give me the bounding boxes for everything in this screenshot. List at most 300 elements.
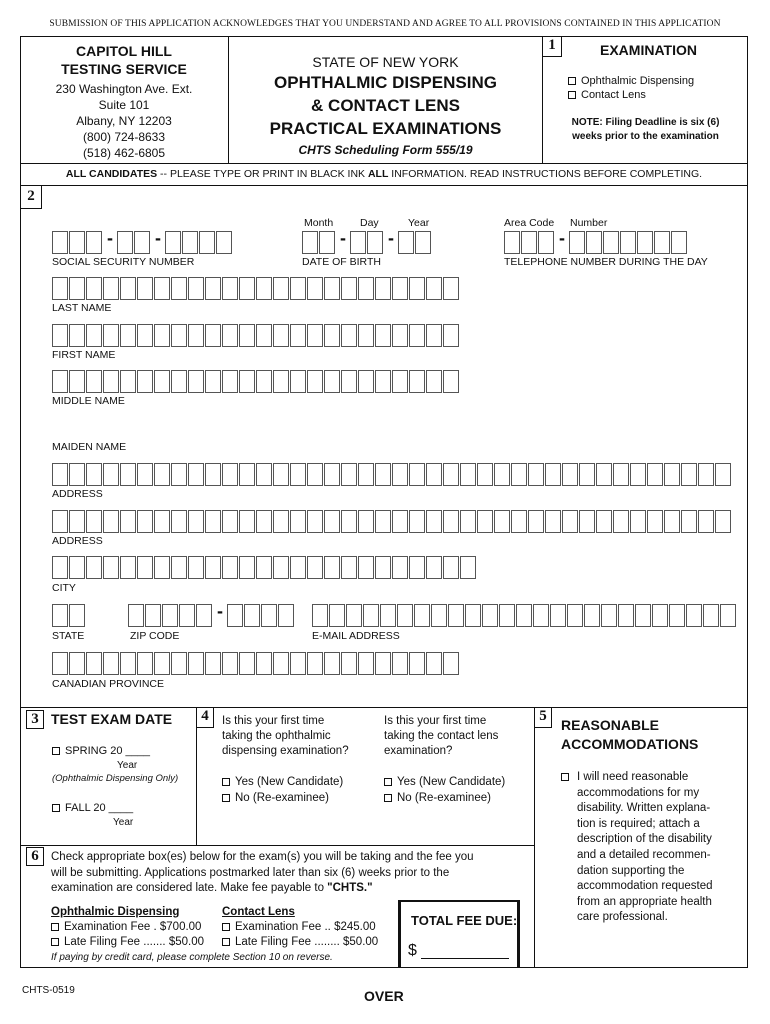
character-box[interactable] <box>273 463 289 486</box>
contact-lens-late-fee-label: Late Filing Fee ........ $50.00 <box>235 936 379 948</box>
character-box[interactable] <box>329 604 345 627</box>
character-box[interactable] <box>307 277 323 300</box>
character-box[interactable] <box>171 370 187 393</box>
character-box[interactable] <box>511 510 527 533</box>
zip-boxes[interactable] <box>128 601 295 627</box>
character-box[interactable] <box>426 510 442 533</box>
character-box[interactable] <box>431 604 447 627</box>
ophthalmic-exam-fee-option[interactable] <box>51 921 201 933</box>
org-suite: Suite 101 <box>98 98 150 112</box>
character-box[interactable] <box>120 324 136 347</box>
fee-instructions-line3: examination are considered late. Make fee payable to <box>51 882 328 894</box>
character-box[interactable] <box>188 277 204 300</box>
character-box[interactable] <box>69 604 85 627</box>
accommodation-line: tion is required; attach a <box>577 817 700 830</box>
character-box[interactable] <box>256 370 272 393</box>
character-box[interactable] <box>346 604 362 627</box>
character-box[interactable] <box>698 463 714 486</box>
character-box[interactable] <box>392 510 408 533</box>
dob-month-label: Month <box>304 217 334 229</box>
character-box[interactable] <box>154 277 170 300</box>
character-box[interactable] <box>273 556 289 579</box>
checkbox-icon[interactable] <box>222 938 230 946</box>
character-box[interactable] <box>120 370 136 393</box>
character-box[interactable] <box>188 370 204 393</box>
character-box[interactable] <box>324 463 340 486</box>
character-box[interactable] <box>392 277 408 300</box>
character-box[interactable] <box>392 324 408 347</box>
character-box[interactable] <box>52 324 68 347</box>
character-box[interactable] <box>443 324 459 347</box>
character-box[interactable] <box>392 463 408 486</box>
character-box[interactable] <box>256 556 272 579</box>
character-box[interactable] <box>222 556 238 579</box>
character-box[interactable] <box>154 510 170 533</box>
character-box[interactable] <box>426 556 442 579</box>
character-box[interactable] <box>550 604 566 627</box>
character-box[interactable] <box>681 510 697 533</box>
character-box[interactable] <box>188 324 204 347</box>
section-5-number: 5 <box>534 707 552 728</box>
character-box[interactable] <box>579 510 595 533</box>
character-box[interactable] <box>307 652 323 675</box>
character-box[interactable] <box>630 463 646 486</box>
character-box[interactable] <box>409 652 425 675</box>
character-box[interactable] <box>273 277 289 300</box>
ophthalmic-late-fee-option[interactable] <box>51 936 204 948</box>
contact-lens-exam-fee-option[interactable] <box>222 921 376 933</box>
character-box[interactable] <box>86 370 102 393</box>
character-box[interactable] <box>52 652 68 675</box>
form-title-line2: & CONTACT LENS <box>311 96 460 115</box>
character-box[interactable] <box>137 652 153 675</box>
character-box[interactable] <box>358 277 374 300</box>
character-box[interactable] <box>324 277 340 300</box>
character-box[interactable] <box>545 510 561 533</box>
checkbox-icon[interactable] <box>568 91 576 99</box>
character-box[interactable] <box>375 370 391 393</box>
character-box[interactable] <box>477 463 493 486</box>
character-box[interactable] <box>460 510 476 533</box>
character-box[interactable] <box>103 463 119 486</box>
character-box[interactable] <box>443 652 459 675</box>
character-box[interactable] <box>137 463 153 486</box>
character-box[interactable] <box>409 277 425 300</box>
checkbox-icon[interactable] <box>384 778 392 786</box>
checkbox-icon[interactable] <box>51 938 59 946</box>
character-box[interactable] <box>120 463 136 486</box>
character-box[interactable] <box>103 510 119 533</box>
character-box[interactable] <box>392 370 408 393</box>
province-boxes[interactable] <box>52 652 460 675</box>
character-box[interactable] <box>443 463 459 486</box>
question-1-line3: dispensing examination? <box>222 745 349 757</box>
character-box[interactable] <box>120 277 136 300</box>
character-box[interactable] <box>647 510 663 533</box>
character-box[interactable] <box>256 510 272 533</box>
character-box[interactable] <box>669 604 685 627</box>
instructions-text: -- PLEASE TYPE OR PRINT IN BLACK INK <box>157 168 368 180</box>
character-box[interactable] <box>681 463 697 486</box>
character-box[interactable] <box>137 370 153 393</box>
character-box[interactable] <box>137 324 153 347</box>
character-box[interactable] <box>188 556 204 579</box>
character-box[interactable] <box>494 463 510 486</box>
character-box[interactable] <box>720 604 736 627</box>
character-box[interactable] <box>443 556 459 579</box>
character-box[interactable] <box>52 556 68 579</box>
exam-option-ophthalmic-label: Ophthalmic Dispensing <box>581 75 695 87</box>
character-box[interactable] <box>222 370 238 393</box>
character-box[interactable] <box>290 556 306 579</box>
character-box[interactable] <box>715 463 731 486</box>
org-name-line2: TESTING SERVICE <box>61 61 187 77</box>
character-box[interactable] <box>664 463 680 486</box>
character-box[interactable] <box>256 652 272 675</box>
character-box[interactable] <box>290 324 306 347</box>
character-box[interactable] <box>375 277 391 300</box>
character-box[interactable] <box>341 510 357 533</box>
checkbox-icon[interactable] <box>52 804 60 812</box>
character-box[interactable] <box>341 370 357 393</box>
character-box[interactable] <box>562 463 578 486</box>
character-box[interactable] <box>69 324 85 347</box>
character-box[interactable] <box>256 277 272 300</box>
character-box[interactable] <box>273 510 289 533</box>
character-box[interactable] <box>443 277 459 300</box>
last-name-boxes[interactable] <box>52 277 460 300</box>
character-box[interactable] <box>686 604 702 627</box>
character-box[interactable] <box>392 652 408 675</box>
character-box[interactable] <box>380 604 396 627</box>
org-name: CAPITOL HILL <box>76 43 172 59</box>
section-6-top-line <box>20 845 535 846</box>
character-box[interactable] <box>86 324 102 347</box>
checkbox-icon[interactable] <box>384 794 392 802</box>
character-box[interactable] <box>375 652 391 675</box>
character-box[interactable] <box>426 652 442 675</box>
character-box[interactable] <box>324 324 340 347</box>
character-box[interactable] <box>426 324 442 347</box>
character-box[interactable] <box>414 604 430 627</box>
character-box[interactable] <box>528 510 544 533</box>
character-box[interactable] <box>703 604 719 627</box>
character-box[interactable] <box>324 556 340 579</box>
character-box[interactable] <box>69 277 85 300</box>
character-box[interactable] <box>120 652 136 675</box>
state-name: STATE OF NEW YORK <box>312 54 459 70</box>
spring-option[interactable] <box>52 745 150 757</box>
contact-lens-late-fee-option[interactable] <box>222 936 378 948</box>
exam-option-ophthalmic[interactable] <box>568 75 694 87</box>
character-box[interactable] <box>409 463 425 486</box>
character-box[interactable] <box>307 370 323 393</box>
character-box[interactable] <box>290 652 306 675</box>
checkbox-icon[interactable] <box>51 923 59 931</box>
character-box[interactable] <box>188 463 204 486</box>
character-box[interactable] <box>222 510 238 533</box>
ssn-boxes[interactable] <box>52 228 233 254</box>
character-box[interactable] <box>256 324 272 347</box>
question-2-line3: examination? <box>384 745 453 757</box>
character-box[interactable] <box>596 463 612 486</box>
character-box[interactable] <box>171 556 187 579</box>
character-box[interactable] <box>341 324 357 347</box>
character-box[interactable] <box>154 463 170 486</box>
character-box[interactable] <box>443 370 459 393</box>
exam-option-contact-lens[interactable] <box>568 89 646 101</box>
character-box[interactable] <box>290 510 306 533</box>
character-box[interactable] <box>52 277 68 300</box>
section-4-number: 4 <box>196 707 214 728</box>
character-box[interactable] <box>397 604 413 627</box>
character-box[interactable] <box>273 324 289 347</box>
character-box[interactable] <box>154 556 170 579</box>
character-box[interactable] <box>171 652 187 675</box>
character-box[interactable] <box>69 370 85 393</box>
character-box[interactable] <box>222 652 238 675</box>
dash: - <box>155 228 161 248</box>
dash: - <box>340 228 346 248</box>
email-boxes[interactable] <box>312 604 737 627</box>
character-box[interactable] <box>426 277 442 300</box>
character-box[interactable] <box>426 370 442 393</box>
character-box[interactable] <box>137 556 153 579</box>
checkbox-icon[interactable] <box>568 77 576 85</box>
character-box[interactable] <box>86 510 102 533</box>
character-box[interactable] <box>375 463 391 486</box>
character-box[interactable] <box>618 604 634 627</box>
character-box[interactable] <box>205 510 221 533</box>
character-box[interactable] <box>239 652 255 675</box>
checkbox-icon[interactable] <box>222 923 230 931</box>
character-box[interactable] <box>52 463 68 486</box>
character-box[interactable] <box>137 510 153 533</box>
character-box[interactable] <box>375 510 391 533</box>
character-box[interactable] <box>545 463 561 486</box>
city-boxes[interactable] <box>52 556 477 579</box>
character-box[interactable] <box>205 556 221 579</box>
character-box[interactable] <box>154 652 170 675</box>
character-box[interactable] <box>273 652 289 675</box>
character-box[interactable] <box>86 556 102 579</box>
character-box[interactable] <box>358 463 374 486</box>
character-box[interactable] <box>239 510 255 533</box>
character-box[interactable] <box>375 324 391 347</box>
character-box[interactable] <box>290 277 306 300</box>
character-box[interactable] <box>482 604 498 627</box>
character-box[interactable] <box>307 510 323 533</box>
ophthalmic-no-option[interactable] <box>222 792 329 804</box>
checkbox-icon[interactable] <box>561 773 569 781</box>
first-name-boxes[interactable] <box>52 324 460 347</box>
character-box[interactable] <box>358 370 374 393</box>
character-box[interactable] <box>528 463 544 486</box>
character-box[interactable] <box>137 277 153 300</box>
character-box[interactable] <box>307 556 323 579</box>
accommodation-line: and a detailed recommen- <box>577 848 711 861</box>
character-box[interactable] <box>205 652 221 675</box>
character-box[interactable] <box>171 510 187 533</box>
character-box[interactable] <box>409 510 425 533</box>
character-box[interactable] <box>562 510 578 533</box>
character-box[interactable] <box>69 510 85 533</box>
character-box[interactable] <box>358 652 374 675</box>
character-box[interactable] <box>103 652 119 675</box>
character-box[interactable] <box>239 556 255 579</box>
character-box[interactable] <box>69 652 85 675</box>
character-box[interactable] <box>324 510 340 533</box>
character-box[interactable] <box>69 556 85 579</box>
character-box[interactable] <box>499 604 515 627</box>
character-box[interactable] <box>392 556 408 579</box>
character-box[interactable] <box>511 463 527 486</box>
character-box[interactable] <box>358 510 374 533</box>
character-box[interactable] <box>613 510 629 533</box>
address-1-boxes[interactable] <box>52 463 732 486</box>
instructions-text-end: INFORMATION. READ INSTRUCTIONS BEFORE COMPLETING. <box>388 168 703 180</box>
character-box[interactable] <box>465 604 481 627</box>
state-boxes[interactable] <box>52 604 86 627</box>
character-box[interactable] <box>567 604 583 627</box>
character-box[interactable] <box>290 370 306 393</box>
accommodation-text <box>577 770 713 926</box>
character-box[interactable] <box>171 463 187 486</box>
fall-option[interactable] <box>52 802 133 814</box>
character-box[interactable] <box>239 370 255 393</box>
character-box[interactable] <box>52 604 68 627</box>
character-box[interactable] <box>154 370 170 393</box>
character-box[interactable] <box>103 324 119 347</box>
character-box[interactable] <box>188 510 204 533</box>
character-box[interactable] <box>448 604 464 627</box>
character-box[interactable] <box>86 652 102 675</box>
contact-lens-first-time-question <box>384 714 498 759</box>
accommodation-line: accommodation requested <box>577 880 713 893</box>
first-name-label: FIRST NAME <box>52 349 116 361</box>
character-box[interactable] <box>222 324 238 347</box>
total-fee-input[interactable] <box>421 958 509 959</box>
character-box[interactable] <box>239 324 255 347</box>
character-box[interactable] <box>239 463 255 486</box>
character-box[interactable] <box>363 604 379 627</box>
character-box[interactable] <box>324 370 340 393</box>
character-box[interactable] <box>341 652 357 675</box>
accommodation-line: disability. Written explana- <box>577 802 711 815</box>
character-box[interactable] <box>222 277 238 300</box>
character-box[interactable] <box>698 510 714 533</box>
character-box[interactable] <box>584 604 600 627</box>
last-name-label: LAST NAME <box>52 302 112 314</box>
contact-lens-no-option[interactable] <box>384 792 491 804</box>
character-box[interactable] <box>494 510 510 533</box>
character-box[interactable] <box>341 277 357 300</box>
character-box[interactable] <box>324 652 340 675</box>
character-box[interactable] <box>516 604 532 627</box>
character-box[interactable] <box>273 370 289 393</box>
character-box[interactable] <box>103 556 119 579</box>
character-box[interactable] <box>341 463 357 486</box>
character-box[interactable] <box>312 604 328 627</box>
accommodation-checkbox[interactable] <box>561 771 574 783</box>
character-box[interactable] <box>409 324 425 347</box>
character-box[interactable] <box>358 556 374 579</box>
ophthalmic-yes-option[interactable] <box>222 776 343 788</box>
character-box[interactable] <box>647 463 663 486</box>
character-box[interactable] <box>52 510 68 533</box>
character-box[interactable] <box>205 463 221 486</box>
character-box[interactable] <box>443 510 459 533</box>
character-box[interactable] <box>307 463 323 486</box>
character-box[interactable] <box>596 510 612 533</box>
character-box[interactable] <box>635 604 651 627</box>
character-box[interactable] <box>358 324 374 347</box>
form-title-line1: OPHTHALMIC DISPENSING <box>274 73 497 92</box>
character-box[interactable] <box>205 277 221 300</box>
checkbox-icon[interactable] <box>52 747 60 755</box>
character-box[interactable] <box>533 604 549 627</box>
middle-name-boxes[interactable] <box>52 370 460 393</box>
character-box[interactable] <box>171 324 187 347</box>
character-box[interactable] <box>409 370 425 393</box>
character-box[interactable] <box>460 463 476 486</box>
character-box[interactable] <box>103 370 119 393</box>
phone-boxes[interactable] <box>504 228 688 254</box>
org-phone-local: (518) 462-6805 <box>82 146 166 160</box>
character-box[interactable] <box>613 463 629 486</box>
character-box[interactable] <box>120 556 136 579</box>
character-box[interactable] <box>52 370 68 393</box>
checkbox-icon[interactable] <box>222 778 230 786</box>
character-box[interactable] <box>69 463 85 486</box>
character-box[interactable] <box>307 324 323 347</box>
character-box[interactable] <box>205 324 221 347</box>
character-box[interactable] <box>188 652 204 675</box>
character-box[interactable] <box>460 556 476 579</box>
filing-deadline-note <box>543 116 748 144</box>
character-box[interactable] <box>86 277 102 300</box>
character-box[interactable] <box>239 277 255 300</box>
character-box[interactable] <box>222 463 238 486</box>
checkbox-icon[interactable] <box>222 794 230 802</box>
character-box[interactable] <box>601 604 617 627</box>
character-box[interactable] <box>652 604 668 627</box>
character-box[interactable] <box>579 463 595 486</box>
character-box[interactable] <box>120 510 136 533</box>
character-box[interactable] <box>477 510 493 533</box>
character-box[interactable] <box>715 510 731 533</box>
contact-lens-yes-option[interactable] <box>384 776 505 788</box>
character-box[interactable] <box>409 556 425 579</box>
address-2-boxes[interactable] <box>52 510 732 533</box>
fee-instructions-line1: Check appropriate box(es) below for the exam(s) you will be taking and the fee you <box>51 851 474 863</box>
dob-boxes[interactable] <box>302 228 432 254</box>
province-label: CANADIAN PROVINCE <box>52 678 165 690</box>
character-box[interactable] <box>375 556 391 579</box>
character-box[interactable] <box>256 463 272 486</box>
character-box[interactable] <box>426 463 442 486</box>
character-box[interactable] <box>630 510 646 533</box>
character-box[interactable] <box>341 556 357 579</box>
character-box[interactable] <box>103 277 119 300</box>
character-box[interactable] <box>86 463 102 486</box>
character-box[interactable] <box>290 463 306 486</box>
character-box[interactable] <box>664 510 680 533</box>
form-code: CHTS-0519 <box>22 985 75 996</box>
character-box[interactable] <box>154 324 170 347</box>
character-box[interactable] <box>205 370 221 393</box>
character-box[interactable] <box>171 277 187 300</box>
